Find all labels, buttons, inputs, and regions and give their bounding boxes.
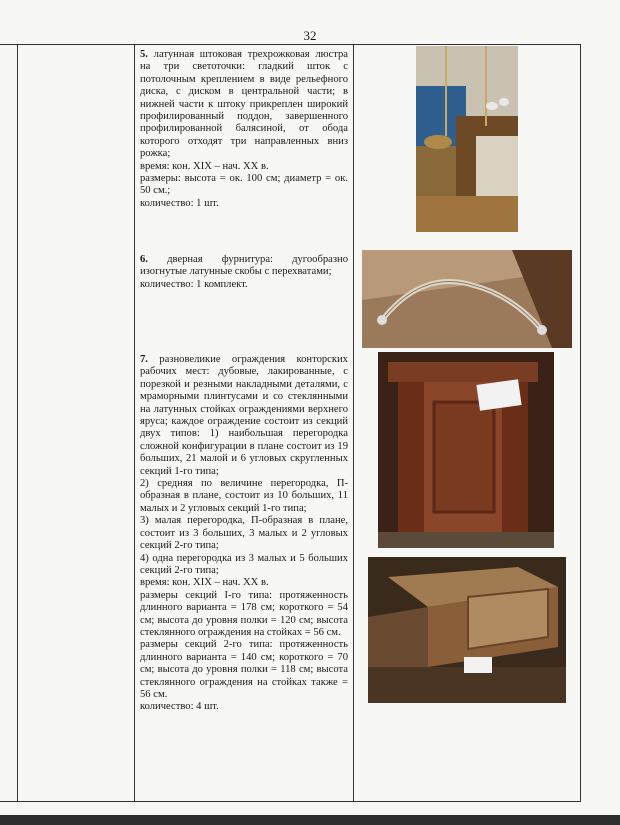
stacked-partitions-photo [368,557,566,703]
column-divider [353,45,354,801]
page-number: 32 [303,28,317,43]
item-number: 7. [140,354,148,365]
door-hardware-photo [362,250,572,348]
column-divider [17,45,18,801]
item-5-description: 5. латунная штоковая трехрожковая люстра на три светоточки: гладкий шток с потолочным креплением в виде рельефного диска, с диском в центральной части; в нижней части к штоку прикреплен широкий профилированный поддон, завершенного профилированной балясиной, от обода которого отходят три направленных вниз рожка; время: кон. XIX – нач. XX в. размеры: высота = ок. 100 см; диаметр = ок. 50 см.; количество: 1 шт. [140,49,348,209]
partition-photo [378,352,554,548]
item-6-description: 6. дверная фурнитура: дугообразно изогнутые латунные скобы с перехватами; количество: 1 комплект. [140,254,348,290]
item-number: 5. [140,49,148,60]
bottom-scan-edge [0,815,620,825]
item-7-description: 7. разновеликие ограждения конторских рабочих мест: дубовые, лакированные, с порезкой и резными накладными деталями, с мраморными плинтусами и со стеклянными на латунных стойках ограждениями верхнего яруса; каждое ограждение состоит из секций двух типов: 1) наибольшая перегородка сложной конфигурации в плане состоит из 19 больших, 21 малой и 6 угловых скругленных секций 1-го типа; 2) средняя по величине перегородка, П-образная в плане, состоит из 10 больших, 11 малых и 2 угловых секций 1-го типа; 3) малая перегородка, П-образная в плане, состоит из 3 больших, 3 малых и 2 угловых секций 2-го типа; 4) одна перегородка из 3 малых и 5 больших секций 2-го типа; время: кон. XIX – нач. XX в. размеры секций I-го типа: протяженность длинного варианта = 178 см; короткого = 54 см; высота до уровня полки = 120 см; высота стеклянного ограждения на стойках = 56 см. размеры секций 2-го типа: протяженность длинного варианта = 140 см; короткого = 70 см; высота до уровня полки = 118 см; высота стеклянного ограждения на стойках также = 56 см. количество: 4 шт. [140,354,348,713]
item-number: 6. [140,254,148,265]
column-divider [134,45,135,801]
chandelier-photo [416,46,518,232]
